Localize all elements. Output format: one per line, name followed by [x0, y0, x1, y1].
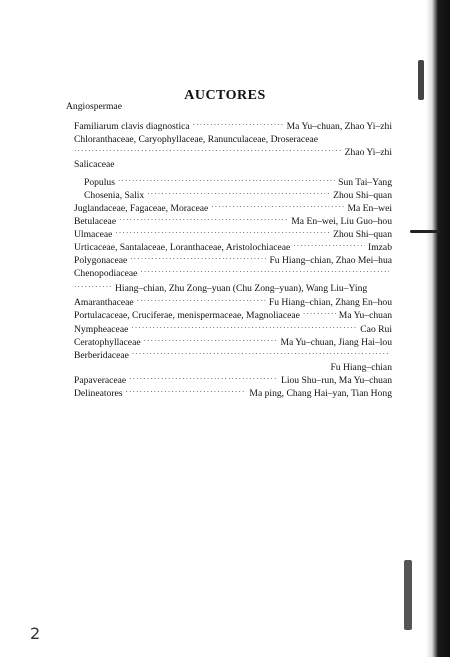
entry-authors: Ma Yu–chuan, Zhao Yi–zhi: [286, 121, 392, 132]
leader-dots: [119, 214, 288, 226]
leader-dots: [293, 240, 365, 252]
page-title: AUCTORES: [184, 88, 266, 103]
leader-dots: [131, 322, 357, 334]
entry-label: Betulaceae: [74, 216, 117, 227]
list-item-continuation: [74, 283, 392, 295]
entry-authors: Liou Shu–run, Ma Yu–chuan: [280, 375, 392, 386]
handwritten-page-mark: 2: [30, 624, 41, 643]
leader-dots: [132, 348, 389, 360]
leader-dots: [303, 308, 336, 320]
entry-label: Amaranthaceae: [74, 297, 134, 308]
section-label: Angiospermae: [66, 101, 122, 112]
entry-authors: Zhao Yi–zhi: [344, 147, 392, 158]
entry-label: Berberidaceae: [74, 350, 129, 361]
entry-authors: Fu Hiang–chian, Zhang En–hou: [268, 297, 392, 308]
list-item: [74, 388, 392, 400]
entry-authors: Imzab: [368, 242, 392, 253]
leader-dots: [74, 145, 342, 157]
entry-authors: Ma En–wei, Liu Guo–hou: [291, 216, 392, 227]
entry-label: Urticaceae, Santalaceae, Loranthaceae, Aristolochiaceae: [74, 242, 291, 253]
leader-dots: [147, 188, 330, 200]
entry-label: Nympheaceae: [74, 324, 129, 335]
entry-label: Chloranthaceae, Caryophyllaceae, Ranunculaceae, Droseraceae: [74, 134, 318, 145]
list-item: [74, 297, 392, 309]
leader-dots: [211, 201, 344, 213]
scan-artifact: [404, 560, 412, 630]
scan-artifact: [418, 60, 424, 100]
list-item: [74, 310, 392, 322]
leader-dots: [115, 227, 330, 239]
entry-label: Juglandaceae, Fagaceae, Moraceae: [74, 203, 209, 214]
entry-label: Delineatores: [74, 388, 123, 399]
list-item: [74, 121, 392, 133]
list-item-continuation: [74, 147, 392, 159]
list-item: [74, 268, 392, 280]
list-item: [74, 159, 114, 171]
leader-dots: [137, 295, 266, 307]
leader-dots: [74, 281, 112, 293]
entry-label: Ceratophyllaceae: [74, 337, 141, 348]
leader-dots: [140, 266, 389, 278]
entry-authors: Fu Hiang–chian: [330, 362, 392, 373]
entry-authors: Ma En–wei: [347, 203, 392, 214]
leader-dots: [130, 253, 266, 265]
leader-dots: [125, 386, 246, 398]
entry-label: Ulmaceae: [74, 229, 113, 240]
leader-dots: [144, 335, 278, 347]
entry-authors: Fu Hiang–chian, Zhao Mei–hua: [269, 255, 392, 266]
entry-label: Populus: [84, 177, 115, 188]
entry-label: Familiarum clavis diagnostica: [74, 121, 190, 132]
entry-authors: Sun Tai–Yang: [338, 177, 392, 188]
entry-label: Chosenia, Salix: [84, 190, 145, 201]
scan-shadow-edge: [426, 0, 450, 657]
entry-label: Chenopodiaceae: [74, 268, 138, 279]
entry-authors: Ma Yu–chuan, Jiang Hai–lou: [280, 337, 392, 348]
leader-dots: [129, 373, 278, 385]
entry-label: Portulacaceae, Cruciferae, menispermaceae, Magnoliaceae: [74, 310, 300, 321]
leader-dots: [118, 175, 335, 187]
entry-authors: Zhou Shi–quan: [333, 190, 392, 201]
entry-authors: Zhou Shi–quan: [333, 229, 392, 240]
scan-artifact: [410, 230, 440, 233]
leader-dots: [193, 119, 284, 131]
section-heading: [66, 101, 122, 113]
entry-authors: Ma Yu–chuan: [338, 310, 392, 321]
entry-authors: Ma ping, Chang Hai–yan, Tian Hong: [249, 388, 392, 399]
entry-authors: Cao Rui: [360, 324, 392, 335]
entry-label: Polygonaceae: [74, 255, 128, 266]
entry-label: Salicaceae: [74, 159, 115, 170]
entry-label: Papaveraceae: [74, 375, 127, 386]
list-item: [74, 350, 392, 362]
entry-authors: Hiang–chian, Zhu Zong–yuan (Chu Zong–yuan), Wang Liu–Ying: [115, 283, 368, 294]
